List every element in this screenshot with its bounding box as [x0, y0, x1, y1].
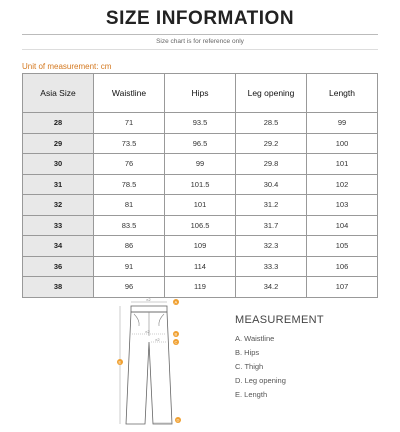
pants-diagram [112, 296, 192, 428]
column-header: Leg opening [236, 74, 307, 113]
subtitle-divider [22, 49, 378, 50]
waist-multiplier-label: ×2 [146, 297, 151, 302]
table-cell: 31.7 [236, 215, 307, 236]
column-header: Waistline [94, 74, 165, 113]
column-header: Asia Size [23, 74, 94, 113]
table-cell: 76 [94, 154, 165, 175]
table-cell: 29.2 [236, 133, 307, 154]
thigh-multiplier-label: ×2 [155, 337, 160, 342]
measurement-item: D. Leg opening [235, 376, 286, 385]
table-row [23, 133, 378, 154]
table-cell: 96 [94, 277, 165, 298]
table-cell: 32.3 [236, 236, 307, 257]
table-cell: 93.5 [165, 113, 236, 134]
marker-d-label: D [176, 417, 180, 423]
size-cell: 32 [23, 195, 94, 216]
size-cell: 38 [23, 277, 94, 298]
measurement-item: E. Length [235, 390, 268, 399]
size-cell: 34 [23, 236, 94, 257]
table-cell: 86 [94, 236, 165, 257]
table-row [23, 256, 378, 277]
pocket-left-line [134, 314, 139, 326]
table-cell: 106 [307, 256, 378, 277]
measurement-item: A. Waistline [235, 334, 275, 343]
table-cell: 31.2 [236, 195, 307, 216]
table-cell: 109 [165, 236, 236, 257]
table-cell: 29.8 [236, 154, 307, 175]
table-cell: 101 [307, 154, 378, 175]
table-cell: 114 [165, 256, 236, 277]
measurement-item: C. Thigh [235, 362, 264, 371]
table-cell: 106.5 [165, 215, 236, 236]
table-cell: 81 [94, 195, 165, 216]
marker-b-label: B [174, 331, 178, 337]
table-cell: 71 [94, 113, 165, 134]
measurement-item: B. Hips [235, 348, 260, 357]
pocket-right-line [159, 314, 164, 326]
table-cell: 34.2 [236, 277, 307, 298]
size-table [22, 73, 378, 298]
marker-e-label: E [118, 359, 122, 365]
hips-multiplier-label: ×2 [145, 329, 150, 334]
table-cell: 28.5 [236, 113, 307, 134]
table-cell: 100 [307, 133, 378, 154]
table-cell: 91 [94, 256, 165, 277]
table-cell: 119 [165, 277, 236, 298]
table-row [23, 195, 378, 216]
table-cell: 73.5 [94, 133, 165, 154]
table-cell: 78.5 [94, 174, 165, 195]
size-cell: 30 [23, 154, 94, 175]
column-header: Length [307, 74, 378, 113]
table-cell: 99 [165, 154, 236, 175]
table-header-row [23, 74, 378, 113]
table-row [23, 236, 378, 257]
table-cell: 101 [165, 195, 236, 216]
page-title: SIZE INFORMATION [105, 8, 295, 29]
marker-a-label: A [174, 299, 178, 305]
table-cell: 83.5 [94, 215, 165, 236]
waistband-shape [131, 306, 167, 312]
table-row [23, 174, 378, 195]
table-cell: 33.3 [236, 256, 307, 277]
table-row [23, 215, 378, 236]
table-cell: 103 [307, 195, 378, 216]
marker-c-label: C [174, 339, 178, 345]
title-divider [22, 34, 378, 35]
size-cell: 29 [23, 133, 94, 154]
size-cell: 31 [23, 174, 94, 195]
table-cell: 101.5 [165, 174, 236, 195]
table-cell: 96.5 [165, 133, 236, 154]
size-cell: 33 [23, 215, 94, 236]
table-cell: 99 [307, 113, 378, 134]
table-cell: 107 [307, 277, 378, 298]
table-cell: 105 [307, 236, 378, 257]
table-cell: 104 [307, 215, 378, 236]
table-cell: 102 [307, 174, 378, 195]
unit-label: Unit of measurement: cm [22, 62, 112, 71]
table-cell: 30.4 [236, 174, 307, 195]
measurement-title: MEASUREMENT [235, 314, 324, 326]
table-row [23, 113, 378, 134]
column-header: Hips [165, 74, 236, 113]
table-row [23, 154, 378, 175]
size-cell: 28 [23, 113, 94, 134]
size-cell: 36 [23, 256, 94, 277]
table-row [23, 277, 378, 298]
page-subtitle: Size chart is for reference only [156, 38, 244, 45]
